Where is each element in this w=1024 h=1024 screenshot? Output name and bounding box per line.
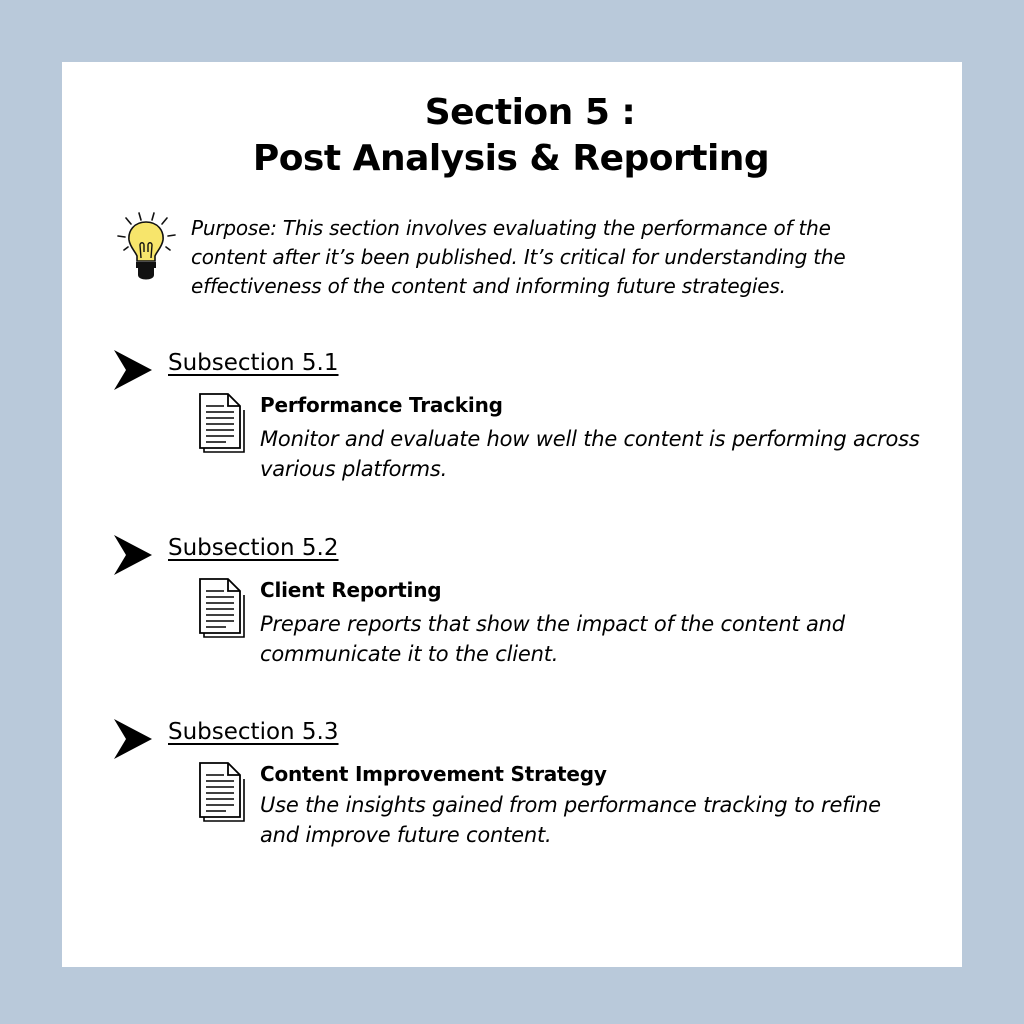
item-description: Use the insights gained from performance tracking to refine and improve future content. [260, 793, 881, 847]
item-description: Prepare reports that show the impact of the content and communicate it to the client. [260, 612, 845, 666]
subsection-title: Subsection 5.2 [168, 535, 339, 561]
purpose-text: Purpose: This section involves evaluating the performance of the content after it’s been published. It’s critical for understanding the effectiveness of the content and informing future strategies. [191, 216, 846, 298]
subsection-5-1 [112, 348, 920, 508]
page-title [62, 90, 962, 182]
page-title-line1: Section 5 : [424, 92, 636, 133]
item-title: Client Reporting [260, 578, 442, 602]
subsection-5-3 [112, 717, 912, 877]
document-icon [198, 392, 246, 454]
document-icon [198, 577, 246, 639]
document-icon [198, 761, 246, 823]
lightbulb-icon [114, 212, 178, 288]
subsection-5-2 [112, 533, 912, 693]
arrow-right-icon [112, 533, 154, 577]
page-title-line2: Post Analysis & Reporting [252, 138, 770, 179]
item-title: Content Improvement Strategy [260, 762, 607, 786]
item-title: Performance Tracking [260, 393, 503, 417]
arrow-right-icon [112, 717, 154, 761]
subsection-title: Subsection 5.1 [168, 350, 339, 376]
content-card [62, 62, 962, 967]
subsection-title: Subsection 5.3 [168, 719, 339, 745]
item-description: Monitor and evaluate how well the content is performing across various platforms. [260, 427, 920, 481]
arrow-right-icon [112, 348, 154, 392]
